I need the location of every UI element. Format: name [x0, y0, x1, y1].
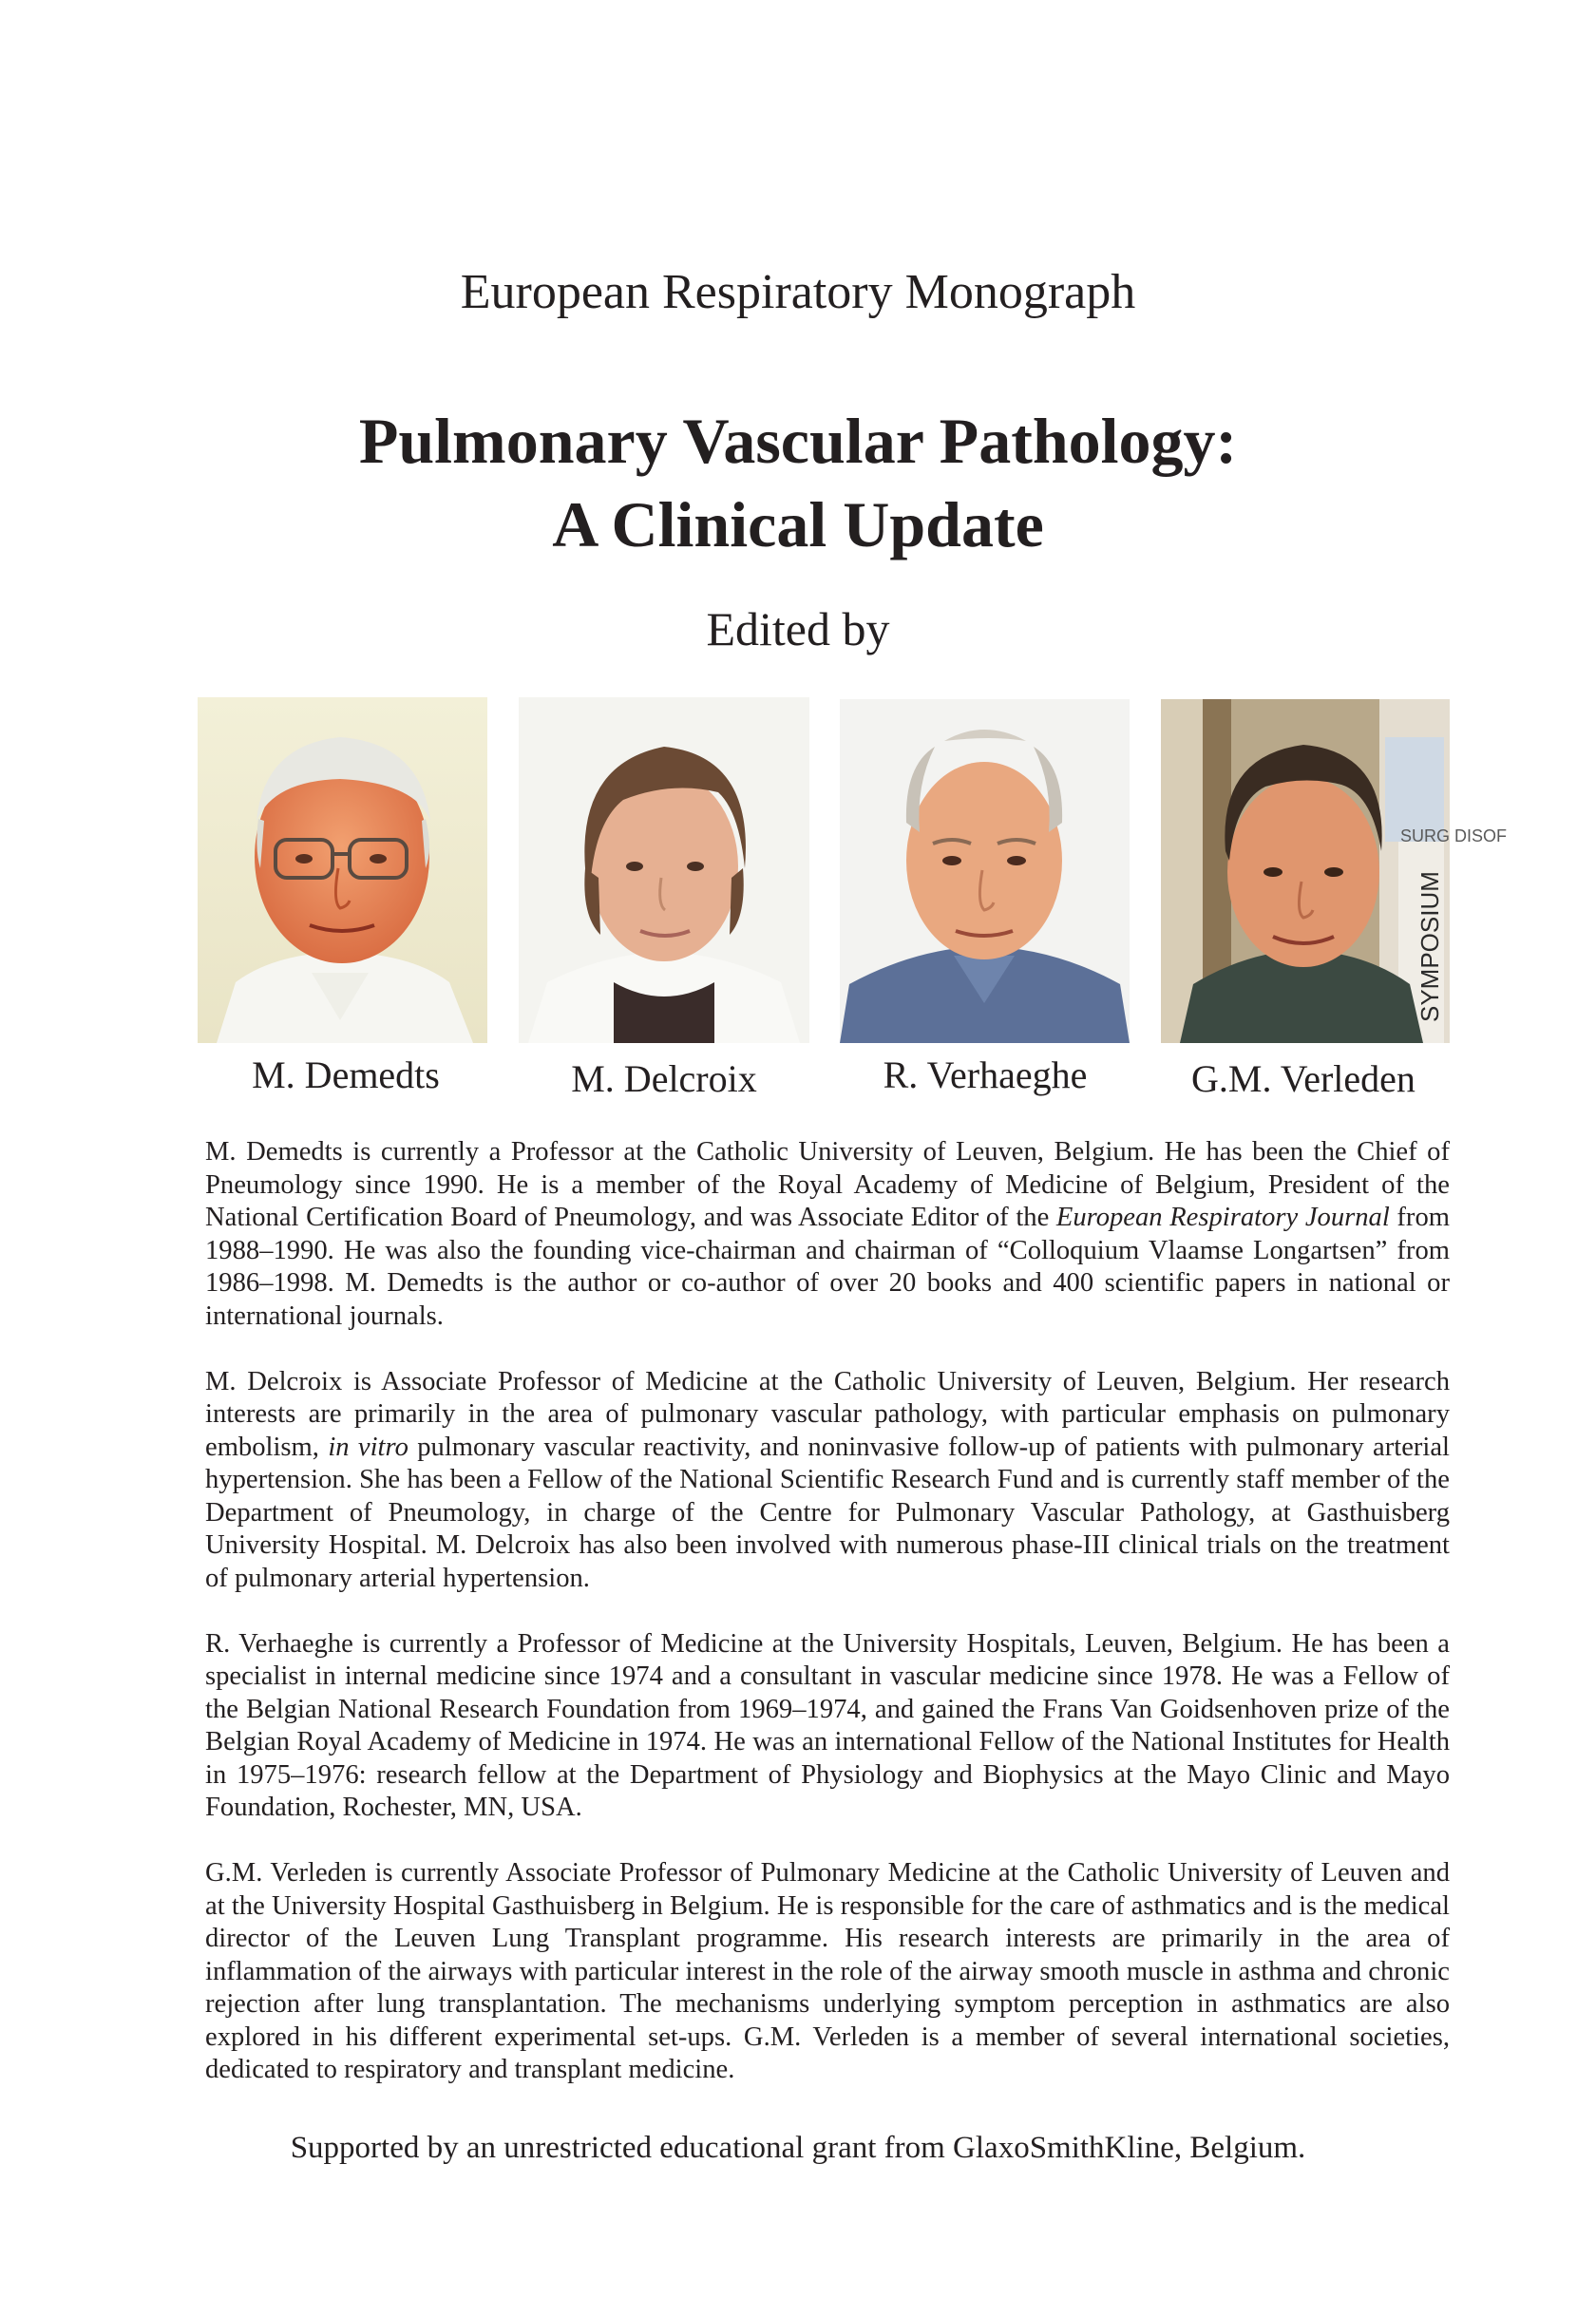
editor-photo-demedts	[198, 697, 487, 1043]
book-title-line-2: A Clinical Update	[552, 488, 1044, 560]
edited-by-label: Edited by	[706, 602, 890, 655]
bio-delcroix-italic: in vitro	[328, 1432, 408, 1462]
book-spine-text: SYMPOSIUM	[1416, 871, 1444, 1022]
editor-photo-verhaeghe	[840, 699, 1130, 1043]
editor-name-delcroix: M. Delcroix	[571, 1057, 757, 1100]
book-title-line-1: Pulmonary Vascular Pathology:	[358, 405, 1238, 477]
editor-photo-delcroix	[519, 697, 809, 1043]
bio-demedts	[205, 1136, 1450, 1333]
bio-verhaeghe: R. Verhaeghe is currently a Professor of Medicine at the University Hospitals, Leuven, Belgium. He has been a specialist in internal medicine since 1974 and a consultant in vascular medicine since 1978. He was a Fellow of the Belgian National Research Foundation from 1969–1974, and gained the Frans Van Goidsenhoven prize of the Belgian Royal Academy of Medicine in 1974. He was an international Fellow of the National Institutes for Health in 1975–1976: research fellow at the Department of Physiology and Biophysics at the Mayo Clinic and Mayo Foundation, Rochester, MN, USA.	[205, 1628, 1450, 1822]
book-spine-text-2: SURG DISOF	[1400, 826, 1508, 845]
series-title: European Respiratory Monograph	[460, 265, 1136, 319]
support-statement: Supported by an unrestricted educational grant from GlaxoSmithKline, Belgium.	[290, 2131, 1306, 2165]
bio-delcroix	[205, 1366, 1450, 1596]
biographies	[205, 1136, 1450, 2087]
bio-verleden: G.M. Verleden is currently Associate Professor of Pulmonary Medicine at the Catholic University of Leuven and at the University Hospital Gasthuisberg in Belgium. He is responsible for the care of asthmatics and is the medical director of the Leuven Lung Transplant programme. His research interests are primarily in the area of inflammation of the airways with particular interest in the role of the airway smooth muscle in asthma and chronic rejection after lung transplantation. The mechanisms underlying symptom perception in asthmatics are also explored in his different experimental set-ups. G.M. Verleden is a member of several international societies, dedicated to respiratory and transplant medicine.	[205, 1858, 1450, 2084]
editor-name-demedts: M. Demedts	[252, 1054, 440, 1096]
book-title	[0, 399, 1596, 566]
editor-name-verhaeghe: R. Verhaeghe	[883, 1054, 1088, 1096]
editor-photo-verleden	[1161, 699, 1508, 1043]
bio-demedts-text-2: from 1988–1990. He was also the founding vice-chairman and chairman of “Colloquium Vlaamse Longartsen” from 1986–1998. M. Demedts is the author or co-author of over 20 books and 400 scientific papers in national or international journals.	[205, 1203, 1450, 1331]
bio-delcroix-text-2: pulmonary vascular reactivity, and noninvasive follow-up of patients with pulmonary arterial hypertension. She has been a Fellow of the National Scientific Research Fund and is currently staff member of the Department of Pneumology, in charge of the Centre for Pulmonary Vascular Pathology, at Gasthuisberg University Hospital. M. Delcroix has also been involved with numerous phase-III clinical trials on the treatment of pulmonary arterial hypertension.	[205, 1432, 1450, 1593]
bio-demedts-text-1: M. Demedts is currently a Professor at the Catholic University of Leuven, Belgium. He has been the Chief of Pneumology since 1990. He is a member of the Royal Academy of Medicine of Belgium, President of the National Certification Board of Pneumology, and was Associate Editor of the	[205, 1137, 1450, 1232]
bio-demedts-journal: European Respiratory Journal	[1055, 1203, 1390, 1232]
editor-name-verleden: G.M. Verleden	[1191, 1057, 1416, 1100]
bio-delcroix-text-1: M. Delcroix is Associate Professor of Medicine at the Catholic University of Leuven, Belgium. Her research interests are primarily in the area of pulmonary vascular pathology, with particular emphasis on pulmonary embolism,	[205, 1366, 1450, 1462]
